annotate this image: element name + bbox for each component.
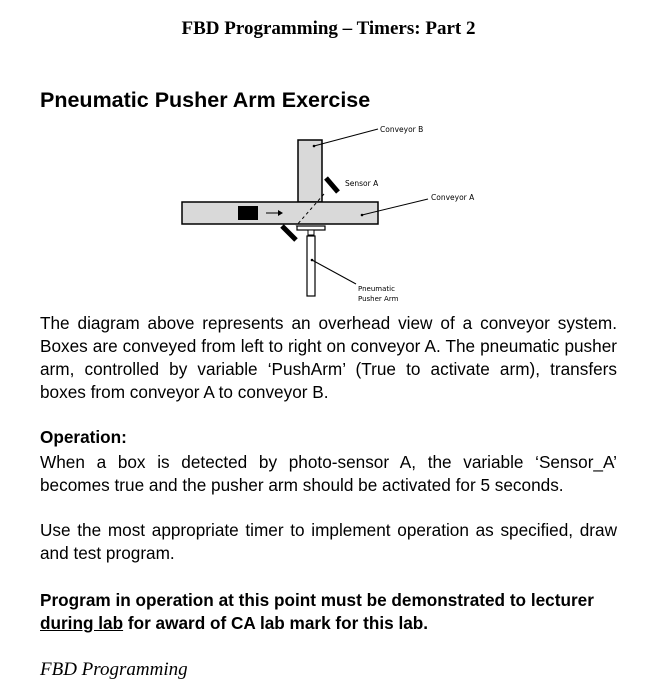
leader-line-pusher-arm bbox=[312, 260, 356, 284]
conveyor-a-label: Conveyor A bbox=[431, 193, 475, 202]
operation-paragraph-1: When a box is detected by photo-sensor A, the variable ‘Sensor_A’ becomes true and the pusher arm should be activated for 5 seconds. bbox=[40, 452, 617, 495]
demo-text-part2: for award of CA lab mark for this lab. bbox=[123, 613, 429, 633]
conveyor-diagram bbox=[150, 120, 475, 310]
pusher-arm-label-line1: Pneumatic bbox=[358, 285, 395, 293]
operation-heading: Operation: bbox=[40, 427, 127, 447]
box-icon bbox=[238, 206, 258, 220]
pusher-arm-rod bbox=[308, 230, 314, 235]
page-header-title: FBD Programming – Timers: Part 2 bbox=[181, 18, 476, 39]
intro-paragraph: The diagram above represents an overhead view of a conveyor system. Boxes are conveyed from left to right on conveyor A. The pneumatic pusher arm, controlled by variable ‘PushArm’ (True to activate arm), transfers boxes from conveyor A to conveyor B. bbox=[40, 313, 617, 402]
conveyor-b-shape bbox=[298, 140, 322, 202]
demo-text-underlined: during lab bbox=[40, 613, 124, 633]
conveyor-b-label: Conveyor B bbox=[380, 125, 424, 134]
footer-text: FBD Programming bbox=[40, 659, 188, 680]
demonstration-notice bbox=[40, 589, 617, 635]
pusher-arm-cylinder bbox=[307, 236, 315, 296]
pusher-arm-label-line2: Pusher Arm bbox=[358, 295, 399, 303]
sensor-a-emitter-icon bbox=[326, 178, 338, 192]
sensor-a-label: Sensor A bbox=[345, 179, 379, 188]
exercise-title: Pneumatic Pusher Arm Exercise bbox=[40, 88, 371, 112]
leader-line-conveyor-b bbox=[314, 129, 378, 146]
pusher-arm-head bbox=[297, 226, 325, 230]
operation-paragraph-2: Use the most appropriate timer to implement operation as specified, draw and test program. bbox=[40, 520, 617, 563]
sensor-a-receiver-icon bbox=[282, 226, 296, 240]
demo-text-part1: Program in operation at this point must be demonstrated to lecturer bbox=[40, 590, 594, 610]
